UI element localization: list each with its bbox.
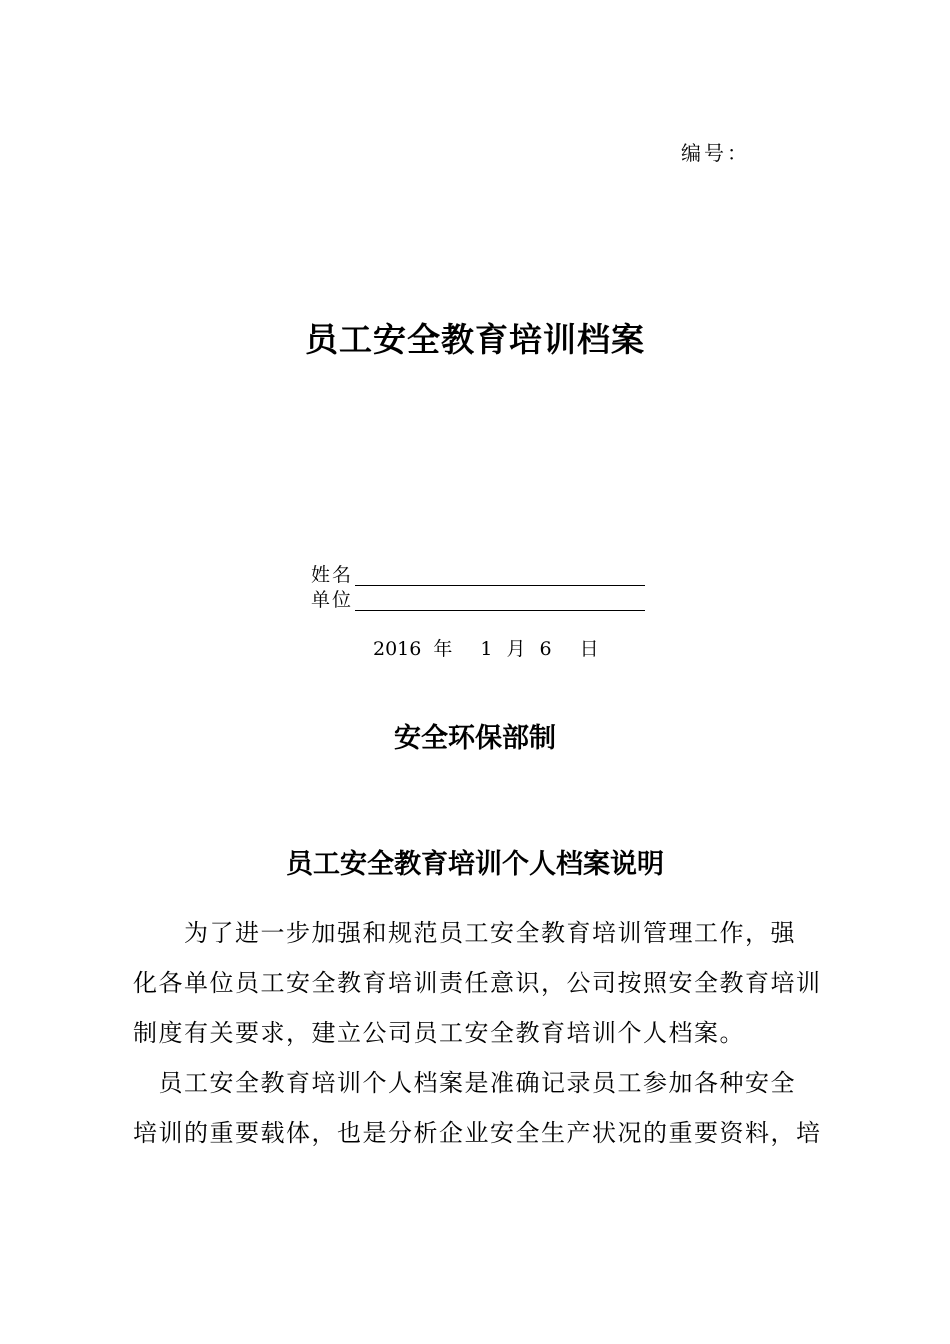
date-month: 1 <box>480 638 493 660</box>
paragraph-line: 制度有关要求，建立公司员工安全教育培训个人档案。 <box>133 1019 745 1047</box>
date-month-unit: 月 <box>506 638 526 660</box>
paragraph-line: 培训的重要载体，也是分析企业安全生产状况的重要资料，培 <box>133 1119 822 1147</box>
paragraph-line: 化各单位员工安全教育培训责任意识，公司按照安全教育培训 <box>133 969 822 997</box>
page-title: 员工安全教育培训档案 <box>305 320 645 359</box>
date-day: 6 <box>539 638 552 660</box>
paragraph-line: 为了进一步加强和规范员工安全教育培训管理工作，强 <box>133 919 796 947</box>
date-year-unit: 年 <box>433 638 453 660</box>
serial-number-label: 编号： <box>681 141 750 165</box>
unit-underline <box>355 590 645 611</box>
unit-label: 单位 <box>311 589 354 611</box>
date-day-unit: 日 <box>579 638 599 660</box>
paragraph-line: 员工安全教育培训个人档案是准确记录员工参加各种安全 <box>133 1069 796 1097</box>
date-year: 2016 <box>373 638 422 660</box>
name-label: 姓名 <box>311 564 354 586</box>
document-date <box>373 634 599 661</box>
section-title: 员工安全教育培训个人档案说明 <box>286 849 664 880</box>
name-underline <box>355 565 645 586</box>
name-field <box>311 560 645 586</box>
issuing-department: 安全环保部制 <box>394 723 556 754</box>
unit-field <box>311 585 645 611</box>
